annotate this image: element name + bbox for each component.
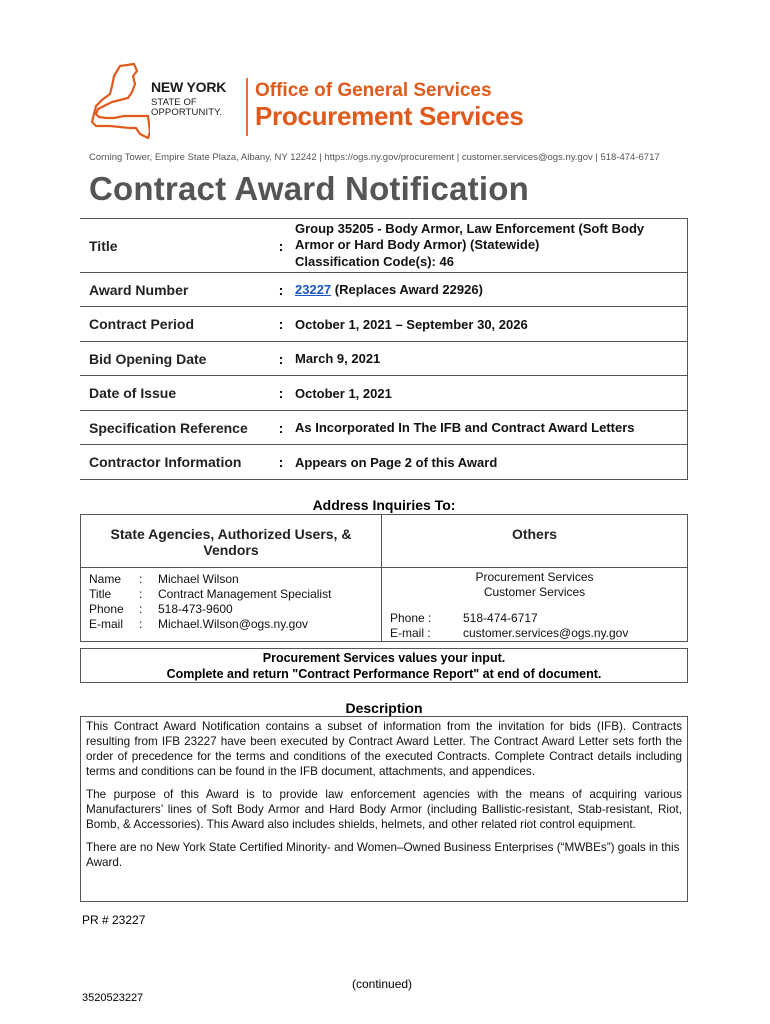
address-left-body (81, 568, 382, 642)
contact-sep: : (139, 617, 143, 631)
contact-value: Michael Wilson (158, 572, 239, 586)
description-paragraph: There are no New York State Certified Minority- and Women–Owned Business Enterprises (“MWBEs”) goals in this Award. (86, 841, 680, 869)
state-tagline (151, 98, 222, 118)
info-row-contract-period (80, 307, 688, 342)
address-right-body (382, 568, 688, 642)
title-line: Group 35205 - Body Armor, Law Enforcement (Soft Body (295, 220, 645, 236)
info-value: As Incorporated In The IFB and Contract Award Letters (291, 411, 688, 445)
state-tagline-line: STATE OF (151, 97, 197, 108)
info-value (291, 273, 688, 307)
info-colon: : (271, 219, 291, 273)
info-label: Title (80, 219, 271, 273)
description-heading: Description (345, 700, 423, 716)
info-row-date-of-issue (80, 376, 688, 411)
info-row-contractor-information (80, 445, 688, 480)
contact-sep: : (139, 572, 143, 586)
others-value: 518-474-6717 (463, 611, 538, 625)
contact-title-row (89, 587, 381, 602)
office-name: Office of General Services (255, 80, 492, 101)
contact-value: 518-473-9600 (158, 602, 233, 616)
contact-email-row (89, 617, 381, 632)
contact-sep: : (139, 587, 143, 601)
contact-key: E-mail (89, 617, 124, 631)
document-number: 3520523227 (82, 992, 144, 1004)
address-table (80, 514, 688, 642)
award-info-table (80, 218, 688, 480)
description-paragraph: The purpose of this Award is to provide law enforcement agencies with the means of acquiring various Manufacturers’ lines of Soft Body Armor and Hard Body Armor (including Ballistic-resistant, Stab-resistant, Riot, Bomb, & Accessories). This Award also includes shields, helmets, and other related riot control equipment. (86, 788, 682, 831)
address-head-row (81, 515, 688, 568)
others-phone-row (390, 611, 687, 626)
contact-phone-row (89, 602, 381, 617)
others-email[interactable]: customer.services@ogs.ny.gov (463, 626, 629, 640)
info-colon: : (271, 445, 291, 480)
info-label: Award Number (80, 273, 271, 307)
contact-sep: : (139, 602, 143, 616)
org-line: Procurement Services (475, 570, 594, 584)
pr-number: PR # 23227 (82, 913, 146, 927)
info-colon: : (271, 342, 291, 376)
description-box (80, 716, 688, 902)
info-value (291, 219, 688, 273)
contact-key: Title (89, 587, 112, 601)
info-label: Date of Issue (80, 376, 271, 411)
others-key: Phone : (390, 611, 432, 625)
info-colon: : (271, 411, 291, 445)
address-left-head (81, 515, 382, 568)
contact-value: Contract Management Specialist (158, 587, 332, 601)
org-line: Customer Services (483, 585, 586, 599)
info-value: Appears on Page 2 of this Award (291, 445, 688, 480)
info-value: October 1, 2021 – September 30, 2026 (291, 307, 688, 342)
address-right-head: Others (382, 515, 688, 568)
state-name: NEW YORK (151, 79, 227, 95)
address-left-head-line: Vendors (203, 542, 259, 558)
info-colon: : (271, 273, 291, 307)
contact-line: Corning Tower, Empire State Plaza, Albany, NY 12242 | https://ogs.ny.gov/procurement | customer.services@ogs.ny.gov | 518-474-6717 (89, 152, 660, 163)
info-label: Contract Period (80, 307, 271, 342)
info-value: October 1, 2021 (291, 376, 688, 411)
address-body-row (81, 568, 688, 642)
others-key: E-mail : (390, 626, 431, 640)
info-row-specification-reference (80, 411, 688, 445)
address-heading: Address Inquiries To: (312, 497, 456, 513)
division-name: Procurement Services (255, 101, 524, 131)
contact-key: Phone (89, 602, 124, 616)
info-value: March 9, 2021 (291, 342, 688, 376)
logo-divider (246, 78, 248, 136)
info-row-bid-opening-date (80, 342, 688, 376)
info-row-title (80, 219, 688, 273)
feedback-box (80, 648, 688, 683)
info-label: Bid Opening Date (80, 342, 271, 376)
title-line: Armor or Hard Body Armor) (Statewide) (295, 237, 540, 253)
description-paragraph: This Contract Award Notification contains a subset of information from the invitation for bids (IFB). Contracts resulting from IFB 23227 have been executed by Contract Award Letter. The Contract Award Letter sets forth the order of precedence for the terms and conditions of the executed Contracts. Complete Contract details including terms and conditions can be found in the IFB document, attachments, and appendices. (86, 720, 682, 778)
feedback-line: Complete and return "Contract Performance Report" at end of document. (166, 667, 602, 681)
feedback-line: Procurement Services values your input. (262, 651, 506, 665)
new-york-state-map-logo (90, 62, 150, 142)
contact-email[interactable]: Michael.Wilson@ogs.ny.gov (158, 617, 309, 631)
continued-note: (continued) (352, 977, 413, 991)
info-colon: : (271, 307, 291, 342)
info-row-award-number (80, 273, 688, 307)
info-label: Contractor Information (80, 445, 271, 480)
state-tagline-line: OPPORTUNITY. (151, 107, 223, 118)
info-colon: : (271, 376, 291, 411)
others-email-row (390, 626, 687, 641)
page-title: Contract Award Notification (89, 170, 529, 207)
title-line: Classification Code(s): 46 (295, 253, 454, 269)
contact-key: Name (89, 572, 122, 586)
award-number-link[interactable]: 23227 (295, 282, 332, 297)
contact-name-row (89, 572, 381, 587)
award-replaces: (Replaces Award 22926) (331, 282, 483, 297)
address-left-head-line: State Agencies, Authorized Users, & (110, 526, 352, 542)
info-label: Specification Reference (80, 411, 271, 445)
